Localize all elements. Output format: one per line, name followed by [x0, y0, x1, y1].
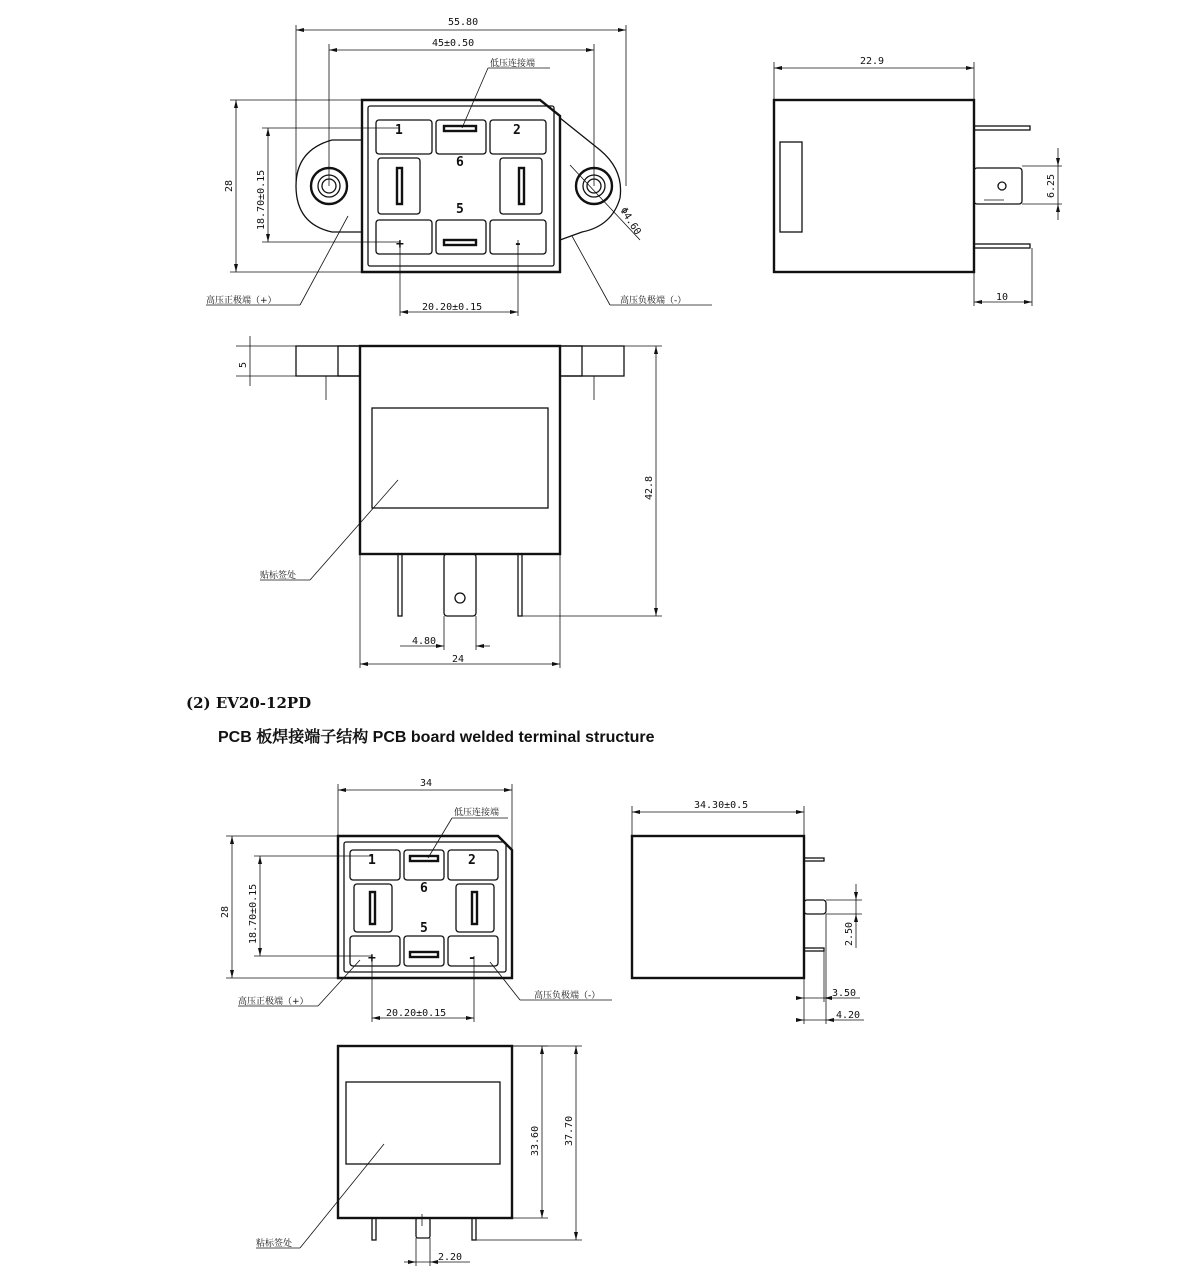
b-pin-plus-label: +: [368, 951, 376, 966]
bottom-nameplate-label: 粘标签处: [256, 1239, 293, 1249]
b-dim-height: 28: [220, 905, 231, 918]
bottom-hv-positive-label: 高压正极端（+）: [238, 997, 309, 1007]
top-low-voltage-label: 低压连接端: [490, 59, 536, 69]
dim-terminal-offset: 6.25: [1046, 173, 1057, 198]
dim-side-depth: 22.9: [860, 56, 885, 67]
dim-pin-col-spacing: 20.20±0.15: [422, 302, 483, 313]
b-dim-side-depth: 34.30±0.5: [694, 800, 749, 811]
bottom-front-view: [220, 778, 612, 1022]
b-dim-overall-height: 37.70: [564, 1115, 575, 1146]
dim-body-height: 42.8: [644, 475, 655, 500]
b-dim-pin-width: 2.20: [438, 1252, 463, 1263]
pin-5-label: 5: [456, 202, 464, 217]
b-pin-6-label: 6: [420, 881, 428, 896]
b-pin-1-label: 1: [368, 853, 376, 868]
bottom-elevation-view: [256, 1046, 582, 1266]
b-dim-pin-row-spacing: 18.70±0.15: [248, 883, 259, 944]
b-dim-body-height: 33.60: [530, 1125, 541, 1156]
bottom-low-voltage-label: 低压连接端: [454, 808, 500, 818]
section-title: (2) EV20-12PD: [186, 694, 312, 712]
dim-overall-width: 55.80: [448, 17, 479, 28]
b-dim-pin-col-spacing: 20.20±0.15: [386, 1008, 447, 1019]
b-pin-5-label: 5: [420, 921, 428, 936]
top-front-view: [206, 17, 712, 316]
dim-hole-diameter: Φ4.60: [617, 205, 643, 238]
bottom-side-view: [632, 800, 864, 1024]
b-dim-pin-offset: 2.50: [844, 921, 855, 946]
dim-pin-row-spacing: 18.70±0.15: [256, 169, 267, 230]
pin-plus-label: +: [396, 237, 404, 252]
dim-hole-spacing: 45±0.50: [432, 38, 475, 49]
section-subtitle: PCB 板焊接端子结构 PCB board welded terminal structure: [218, 729, 655, 746]
top-side-view: [774, 56, 1062, 306]
pin-6-label: 6: [456, 155, 464, 170]
top-nameplate-label: 贴标签处: [260, 571, 297, 581]
top-hv-negative-label: 高压负极端（-）: [620, 296, 687, 306]
pin-1-label: 1: [395, 123, 403, 138]
dim-terminal-width: 4.80: [412, 636, 437, 647]
top-elevation-view: [236, 336, 662, 668]
top-hv-positive-label: 高压正极端（+）: [206, 296, 277, 306]
dim-terminal-protrusion: 10: [996, 292, 1009, 303]
dim-body-width: 24: [452, 654, 465, 665]
dim-height: 28: [224, 179, 235, 192]
pin-minus-label: -: [514, 237, 522, 252]
b-dim-pin-len-a: 3.50: [832, 988, 857, 999]
b-pin-minus-label: -: [468, 951, 476, 966]
b-pin-2-label: 2: [468, 853, 476, 868]
b-dim-width: 34: [420, 778, 433, 789]
dim-flange-thickness: 5: [238, 361, 249, 368]
pin-2-label: 2: [513, 123, 521, 138]
b-dim-pin-len-b: 4.20: [836, 1010, 861, 1021]
bottom-hv-negative-label: 高压负极端（-）: [534, 991, 601, 1001]
